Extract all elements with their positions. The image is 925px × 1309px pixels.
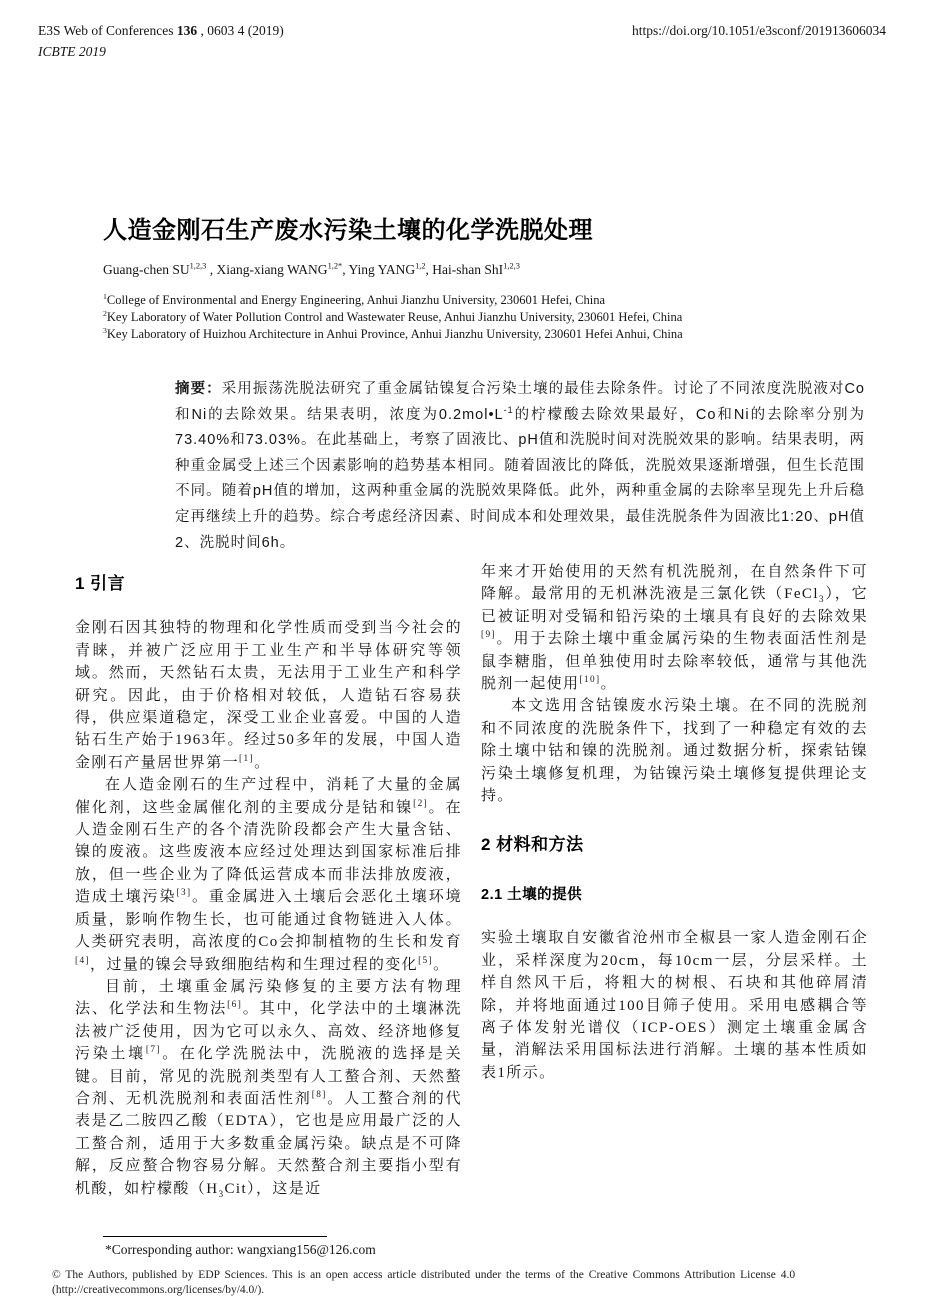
authors-line: Guang-chen SU$^{1,2,3}$ , Xiang-xiang $WANG^{1,2*}$, Ying YANG$^{1,2}$, Hai-shan ShI$^{1,2,3}$ xyxy=(103,261,520,277)
abstract-paragraph: 摘要：采用振荡洗脱法研究了重金属钴镍复合污染土壤的最佳去除条件。讨论了不同浓度洗脱液对Co和Ni的去除效果。结果表明，浓度为$0.2mol•L^{-1}$的柠檬酸去除效果最好，Co和Ni的去除率分别为73.40%和73.03%。在此基础上，考察了固液比、pH值和洗脱时间对洗脱效果的影响。结果表明，两种重金属受上述三个因素影响的趋势基本相同。随着固液比的降低，洗脱效果逐渐增强，但生长范围不同。随着pH值的增加，这两种重金属的洗脱效果降低。此外，两种重金属的去除率呈现先上升后稳定再继续上升的趋势。综合考虑经济因素、时间成本和处理效果，最佳洗脱条件为固液比1:20、pH值2、洗脱时间6h。 xyxy=(175,381,865,551)
section-2-heading: 2 材料和方法 xyxy=(481,835,584,855)
body-paragraph: 本文选用含钴镍废水污染土壤。在不同的洗脱剂和不同浓度的洗脱条件下，找到了一种稳定有效的去除土壤中钴和镍的洗脱剂。通过数据分析，探索钴镍污染土壤修复机理，为钴镍污染土壤修复提供理论支持。 xyxy=(481,698,868,805)
affiliation-line: $^1$College of Environmental and Energy Engineering, Anhui Jianzhu University, 230601 Hefei, China xyxy=(103,291,606,307)
license-url-line: (http://creativecommons.org/licenses/by/4.0/). xyxy=(52,1284,265,1296)
right-column xyxy=(481,561,868,1200)
journal-citation: E3S Web of Conferences 136 , 0603 4 (2019) xyxy=(38,23,284,38)
affiliation-line: $^3$Key Laboratory of Huizhou Architecture in Anhui Province, Anhui Jianzhu University, 230601 Hefei Anhui, China xyxy=(103,325,683,341)
body-paragraph: 在人造金刚石的生产过程中，消耗了大量的金属催化剂，这些金属催化剂的主要成分是钴和镍[2]。在人造金刚石生产的各个清洗阶段都会产生大量含钴、镍的废液。这些废液本应经过处理达到国家标准后排放，但一些企业为了降低运营成本而非法排放废液，造成土壤污染[3]。重金属进入土壤后会恶化土壤环境质量，影响作物生长，也可能通过食物链进入人体。人类研究表明，高浓度的Co会抑制植物的生长和发育[4]，过量的镍会导致细胞结构和生理过程的变化[5]。 xyxy=(75,777,463,973)
page-header xyxy=(38,23,886,39)
left-column xyxy=(75,561,462,1200)
body-columns xyxy=(75,561,869,1200)
body-paragraph: 目前，土壤重金属污染修复的主要方法有物理法、化学法和生物法[6]。其中，化学法中的土壤淋洗法被广泛使用，因为它可以永久、高效、经济地修复污染土壤[7]。在化学洗脱法中，洗脱液的选择是关键。目前，常见的洗脱剂类型有人工螯合剂、天然螯合剂、无机洗脱剂和表面活性剂[8]。人工螯合剂的代表是乙二胺四乙酸（EDTA），它也是应用最广泛的人工螯合剂，适用于大多数重金属污染。缺点是不可降解，反应螯合物容易分解。天然螯合剂主要指小型有机酸，如柠檬酸$(H_3Cit)$，这是近 xyxy=(75,978,463,1200)
paper-title: 人造金刚石生产废水污染土壤的化学洗脱处理 xyxy=(103,217,593,244)
footnote-divider xyxy=(103,1236,327,1237)
section-1-heading: 1 引言 xyxy=(75,574,126,593)
corresponding-author-note: *Corresponding author: wangxiang156@126.com xyxy=(105,1242,376,1257)
doi-text: https://doi.org/10.1051/e3sconf/201913606034 xyxy=(632,23,886,38)
affiliation-line: $^2$Key Laboratory of Water Pollution Control and Wastewater Reuse, Anhui Jianzhu University, 230601 Hefei, China xyxy=(103,308,683,324)
body-paragraph: 金刚石因其独特的物理和化学性质而受到当今社会的青睐，并被广泛应用于工业生产和半导体研究等领域。然而，天然钻石太贵，无法用于工业生产和科学研究。因此，由于价格相对较低，人造钻石容易获得，供应渠道稳定，深受工业企业喜爱。中国的人造钻石生产始于1963年。经过50多年的发展，中国人造金刚石产量居世界第一[1]。 xyxy=(75,620,462,771)
conference-label: ICBTE 2019 xyxy=(38,44,106,59)
section-2-1-heading: 2.1 土壤的提供 xyxy=(481,886,583,903)
copyright-line: © The Authors, published by EDP Sciences. This is an open access article distributed under the terms of the Creative Commons Attribution License 4.0 xyxy=(52,1269,796,1281)
body-paragraph: 年来才开始使用的天然有机洗脱剂，在自然条件下可降解。最常用的无机淋洗液是三氯化铁（FeCl$_3$），它已被证明对受镉和铅污染的土壤具有良好的去除效果[9]。用于去除土壤中重金属污染的生物表面活性剂是鼠李糖脂，但单独使用时去除率较低，通常与其他洗脱剂一起使用[10]。 xyxy=(481,564,868,693)
affiliations-block xyxy=(103,292,863,343)
body-paragraph: 实验土壤取自安徽省沧州市全椒县一家人造金刚石企业，采样深度为20cm，每10cm一层，分层采样。土样自然风干后，将粗大的树根、石块和其他碎屑清除，并将地面通过100目筛子使用。采用电感耦合等离子体发射光谱仪（ICP-OES）测定土壤重金属含量，消解法采用国标法进行消解。土壤的基本性质如表1所示。 xyxy=(481,930,868,1081)
copyright-footer xyxy=(52,1268,884,1298)
